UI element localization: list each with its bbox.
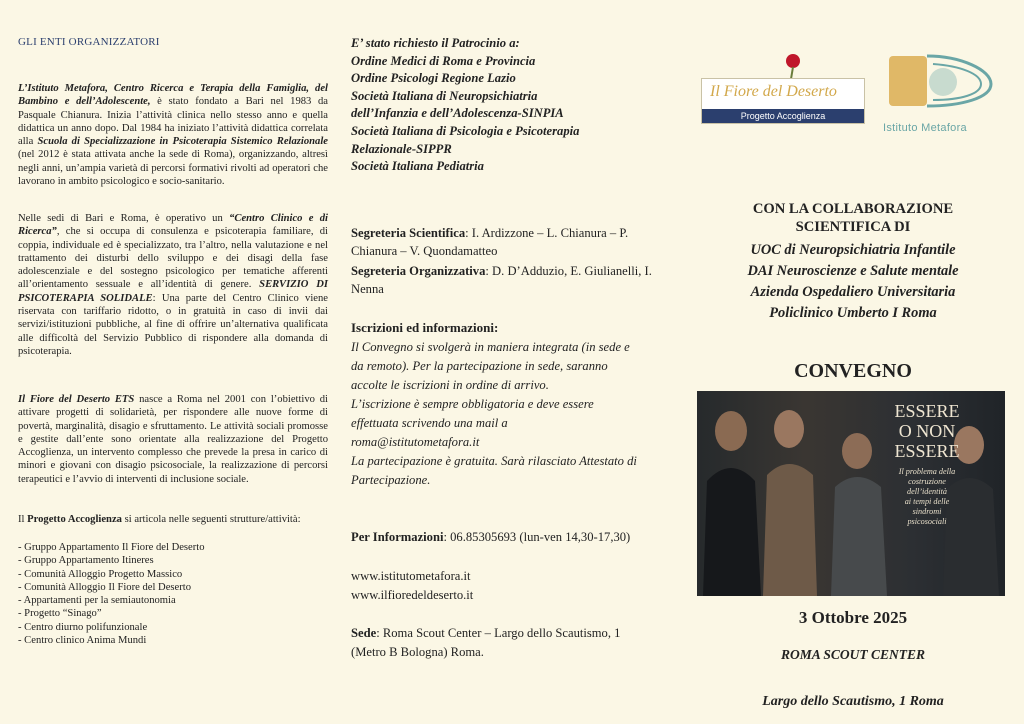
list-item: - Appartamenti per la semiautonomia [18,595,176,607]
uoc-line: UOC di Neuropsichiatria Infantile [750,242,956,258]
left-column [0,0,341,724]
convegno-title: CONVEGNO [794,360,912,382]
patrocinio-block [351,35,671,176]
iscrizioni-text-1: Il Convegno si svolgerà in maniera integrata (in sede e da remoto). Per la partecipazione in sede, saranno accolte le iscrizioni in ordine di arrivo. [351,340,630,392]
istituto-metafora-paragraph [18,82,328,188]
seg-sci-value: : I. Ardizzone – L. Chianura – P. Chianura – V. Quondamatteo [351,226,629,258]
uoc-block [682,240,1024,324]
istituto-text-a: è stato fondato a Bari nel 1983 da Pasquale Chianura. Inizia l’attività clinica nello stesso anno e quella didattica un anno dopo. Dal 1984 ha iniziato l’attività didattica correlata alla [18,96,329,148]
poster-title-line: ESSERE [894,401,960,421]
fiore-deserto-logo [701,52,863,122]
collaborazione-heading [682,200,1024,236]
event-address: Largo dello Scautismo, 1 Roma [762,694,944,709]
seg-org-label: Segreteria Organizzativa [351,264,486,278]
website-link[interactable]: www.ilfioredeldeserto.it [351,588,474,602]
patrocinio-line: Società Italiana Pediatria [351,159,484,174]
middle-column [341,0,682,724]
websites [351,567,473,605]
centro-text-c: : Una parte del Centro Clinico viene riservata con tariffario ridotto, o in gratuità in caso di invii dai servizi/istituzioni pubbliche, al fine di offrire un’alternativa qualificata alle difficoltà del Servizio Pubblico di rispondere alla domanda di psicoterapia. [18,292,328,357]
logo-frame [701,78,865,124]
list-item: - Comunità Alloggio Il Fiore del Deserto [18,581,192,593]
list-item: - Gruppo Appartamento Il Fiore del Deserto [18,542,205,553]
fiore-deserto-paragraph [18,393,328,486]
logo-label: Istituto Metafora [883,122,967,134]
logo-title: Il Fiore del Deserto [710,83,837,100]
istituto-metafora-logo [881,50,1001,142]
poster-sub-line: sindromi [912,507,942,516]
structures-list [18,541,328,647]
uoc-line: Policlinico Umberto I Roma [769,305,937,321]
centro-text-b: , che si occupa di consulenza e psicoterapia familiare, di coppia, individuale ed è specializzato, tra l’altro, nella valutazione e nel trattamento dei disturbi dello sviluppo e dei disagi della fase adolescenziale e del sostegno psicologico per tematiche afferenti all’orientamento sessuale e all’identità di genere. [18,226,328,291]
centro-text-a: Nelle sedi di Bari e Roma, è operativo un [18,213,230,224]
logo-subtitle: Progetto Accoglienza [702,109,864,123]
metafora-mark-icon [881,50,1001,120]
uoc-line: DAI Neuroscienze e Salute mentale [747,263,959,279]
centro-name: “Centro Clinico e di Ricerca” [18,213,329,238]
istituto-lead: L’Istituto Metafora, Centro Ricerca e Terapia della Famiglia, del Bambino e dell’Adolescente, [18,83,328,108]
servizio-name: SERVIZIO DI PSICOTERAPIA SOLIDALE [18,279,328,304]
patrocinio-line: Società Italiana di Neuropsichiatria [351,88,538,103]
event-venue: ROMA SCOUT CENTER [780,647,926,662]
progetto-name: Progetto Accoglienza [27,514,122,525]
list-item: - Gruppo Appartamento Itineres [18,555,154,567]
school-name: Scuola di Specializzazione in Psicoterapia Sistemico Relazionale [37,136,328,148]
uoc-line: Azienda Ospedaliero Universitaria [750,284,956,300]
patrocinio-line: Ordine Psicologi Regione Lazio [351,71,516,86]
fiore-lead: Il Fiore del Deserto ETS [18,394,135,405]
progetto-text-b: si articola nelle seguenti strutture/attività: [121,514,301,525]
info-block [351,528,651,547]
list-item: - Centro diurno polifunzionale [18,621,148,633]
poster-sub-line: psicosociali [907,517,947,526]
collab-line: CON LA COLLABORAZIONE [752,201,954,217]
iscrizioni-email: roma@istitutometafora.it [351,435,480,449]
iscrizioni-text-2: L’iscrizione è sempre obbligatoria e deve essere effettuata scrivendo una mail a [351,397,594,430]
patrocinio-line: Società Italiana di Psicologia e Psicoterapia [351,123,580,138]
segreteria-scientifica [351,225,673,260]
sede-value: : Roma Scout Center – Largo dello Scautismo, 1 (Metro B Bologna) Roma. [351,626,621,659]
poster-sub-line: costruzione [908,477,946,486]
list-item: - Progetto “Sinago” [18,608,102,620]
poster-sub-line: ai tempi delle [904,497,950,506]
website-link[interactable]: www.istitutometafora.it [351,569,471,583]
progetto-text-a: Il [18,514,28,525]
info-value: : 06.85305693 (lun-ven 14,30-17,30) [443,530,631,544]
poster-subtitle [887,467,967,527]
patrocinio-line: dell’Infanzia e dell’Adolescenza-SINPIA [351,106,564,121]
segreteria-organizzativa [351,263,673,298]
collab-line: SCIENTIFICA DI [795,219,911,235]
poster-sub-line: dell’identità [906,487,948,496]
patrocinio-line: Relazionale-SIPPR [351,141,452,156]
section-title: GLI ENTI ORGANIZZATORI [18,36,160,48]
fiore-text: nasce a Roma nel 2001 con l’obiettivo di attivare progetti di solidarietà, per rispondere alle nuove forme di povertà, marginalità, disagio e sfruttamento. Le attività sociali promosse e gestite dall’ente sono orientate alla realizzazione del Progetto Accoglienza, un intervento complesso che prevede la presa in carico di minori e giovani con disagio psicosociale, la realizzazione di percorsi terapeutici e l’avvio di interventi di inclusione sociale. [18,394,328,485]
seg-org-value: : D. D’Adduzio, E. Giulianelli, I. Nenna [351,264,652,296]
sede-label: Sede [351,626,377,640]
flower-icon [781,52,805,80]
iscrizioni-text-3: La partecipazione è gratuita. Sarà rilasciato Attestato di Partecipazione. [351,454,637,487]
poster-title [877,401,977,461]
seg-sci-label: Segreteria Scientifica [351,226,466,240]
poster-title-line: ESSERE [894,441,960,461]
centro-clinico-paragraph [18,212,328,358]
info-label: Per Informazioni [351,530,444,544]
event-poster-image [697,391,1005,596]
poster-title-line: O NON [898,421,956,441]
patrocinio-line: Ordine Medici di Roma e Provincia [351,53,536,68]
poster-sub-line: Il problema della [898,467,956,476]
iscrizioni-text [351,338,639,490]
iscrizioni-title: Iscrizioni ed informazioni: [351,320,499,335]
event-date: 3 Ottobre 2025 [798,608,908,627]
list-item: - Comunità Alloggio Progetto Massico [18,568,183,580]
progetto-accoglienza-paragraph [18,513,328,526]
istituto-text-b: (nel 2012 è stata attivata anche la sede di Roma), organizzando, altresì negli anni, un’ampia varietà di percorsi formativi rivolti ad operatori che lavorano in ambito psicologico e socio-sanitario. [18,149,328,188]
right-column [682,0,1024,724]
list-item: - Centro clinico Anima Mundi [18,635,147,647]
patrocinio-line: E’ stato richiesto il Patrocinio a: [351,36,520,50]
sede-block [351,624,641,662]
